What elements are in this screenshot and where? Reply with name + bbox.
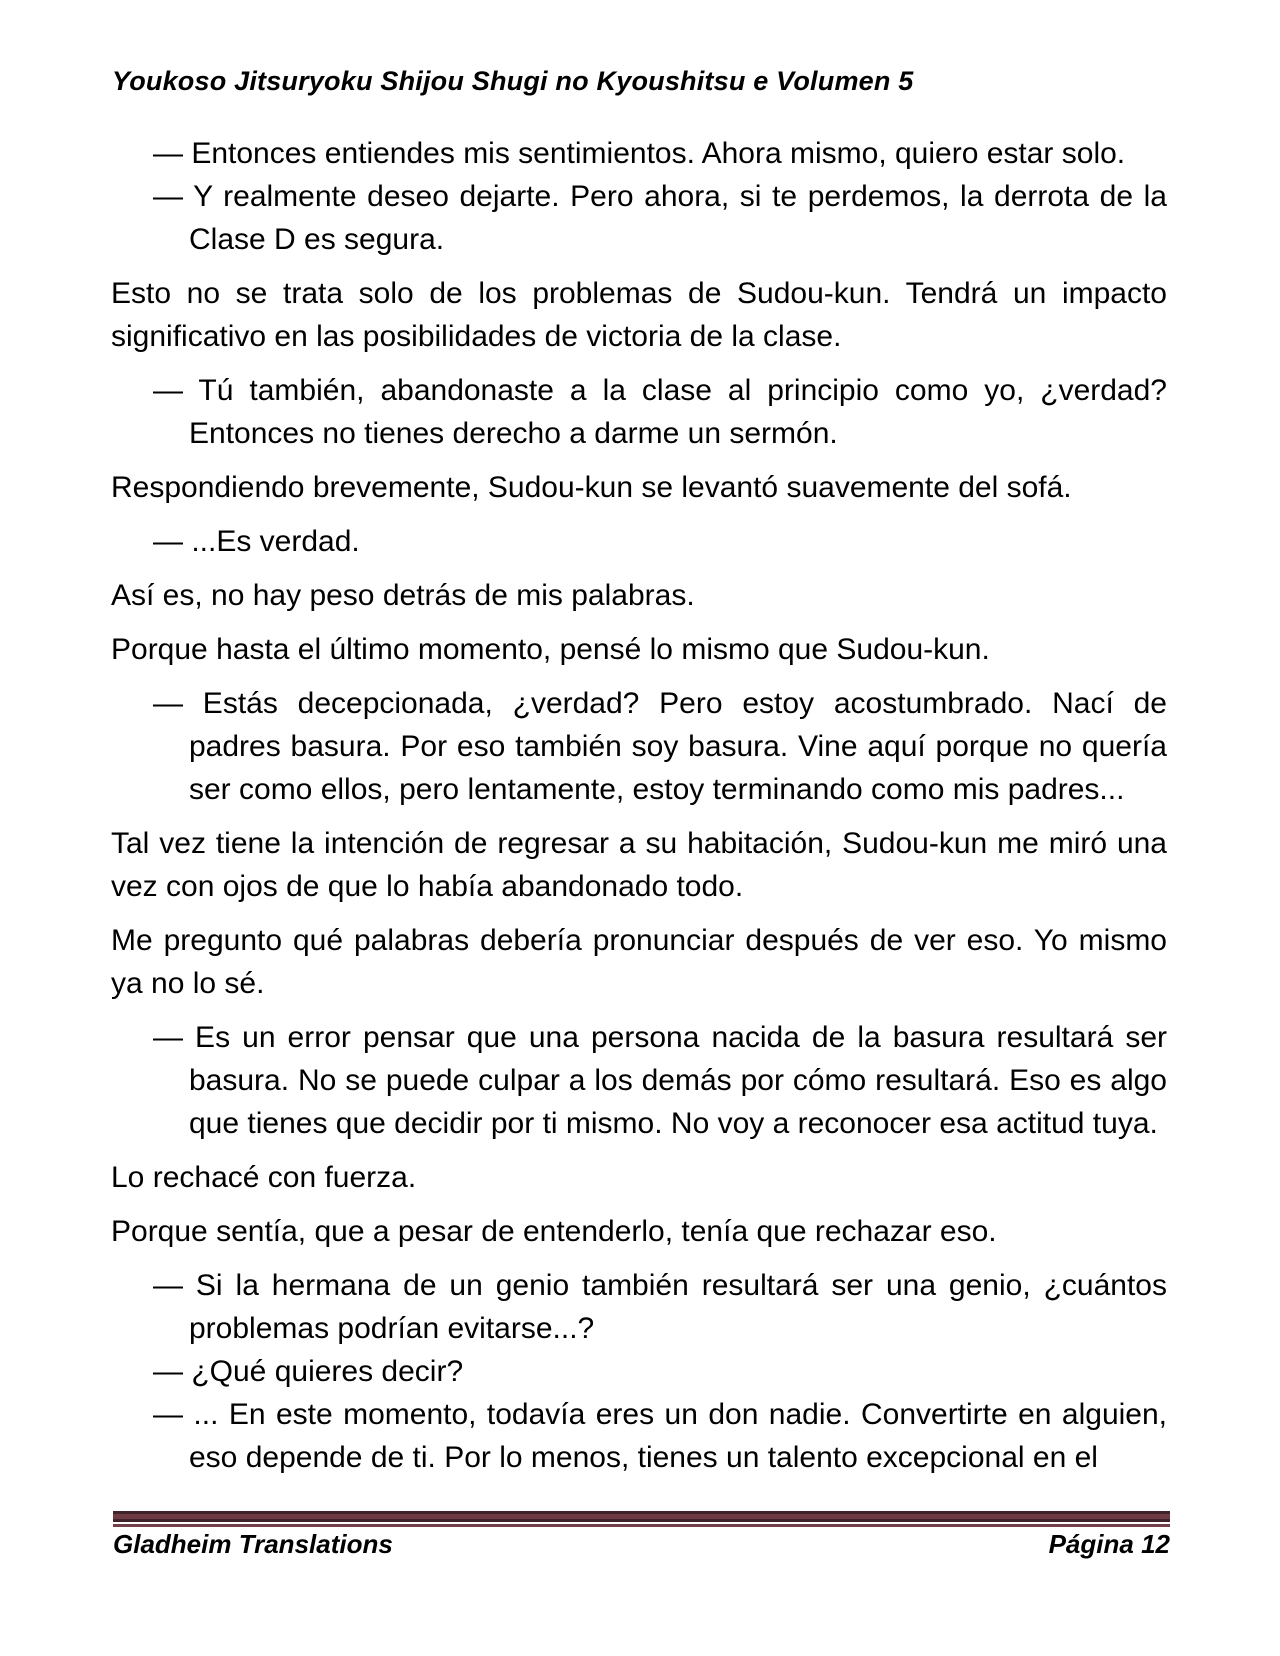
- dialogue-line: — Entonces entiendes mis sentimientos. Ahora mismo, quiero estar solo.: [153, 137, 1126, 170]
- narration-text: Tal vez tiene la intención de regresar a su habitación, Sudou-kun me miró una vez con ojos de que lo había abandonado todo.: [111, 827, 1167, 903]
- dialogue-block: [111, 682, 1167, 811]
- dialogue-line: — Si la hermana de un genio también resultará ser una genio, ¿cuántos problemas podrían evitarse...?: [153, 1269, 1167, 1345]
- narration-text: Me pregunto qué palabras debería pronunciar después de ver eso. Yo mismo ya no lo sé.: [111, 924, 1167, 1000]
- narration-paragraph: [111, 628, 1167, 671]
- dialogue-line: — ¿Qué quieres decir?: [153, 1355, 464, 1388]
- narration-text: Respondiendo brevemente, Sudou-kun se levantó suavemente del sofá.: [111, 471, 1072, 504]
- footer-divider: [113, 1511, 1170, 1527]
- dialogue-line: — ... En este momento, todavía eres un don nadie. Convertirte en alguien, eso depende de ti. Por lo menos, tienes un talento excepcional en el: [153, 1398, 1167, 1474]
- narration-paragraph: [111, 919, 1167, 1005]
- dialogue-block: [111, 369, 1167, 455]
- dialogue-line: — Y realmente deseo dejarte. Pero ahora, si te perdemos, la derrota de la Clase D es segura.: [153, 180, 1167, 256]
- dialogue-block: [111, 520, 1167, 563]
- footer-translator-credit: Gladheim Translations: [113, 1529, 393, 1559]
- dialogue-block: [111, 1264, 1167, 1479]
- narration-paragraph: [111, 822, 1167, 908]
- footer-divider-thin-line: [113, 1524, 1170, 1527]
- dialogue-line: — Estás decepcionada, ¿verdad? Pero estoy acostumbrado. Nací de padres basura. Por eso también soy basura. Vine aquí porque no quería ser como ellos, pero lentamente, estoy terminando como mis padres...: [153, 687, 1167, 806]
- narration-text: Porque sentía, que a pesar de entenderlo, tenía que rechazar eso.: [111, 1215, 997, 1248]
- narration-paragraph: [111, 272, 1167, 358]
- dialogue-block: [111, 132, 1167, 261]
- narration-text: Esto no se trata solo de los problemas de Sudou-kun. Tendrá un impacto significativo en las posibilidades de victoria de la clase.: [111, 277, 1167, 353]
- footer-page-number: Página 12: [1048, 1529, 1170, 1559]
- narration-text: Lo rechacé con fuerza.: [111, 1161, 417, 1194]
- narration-paragraph: [111, 574, 1167, 617]
- page-header-title: Youkoso Jitsuryoku Shijou Shugi no Kyoushitsu e Volumen 5: [112, 66, 914, 96]
- narration-paragraph: [111, 1156, 1167, 1199]
- narration-text: Porque hasta el último momento, pensé lo mismo que Sudou-kun.: [111, 633, 990, 666]
- dialogue-line: — Es un error pensar que una persona nacida de la basura resultará ser basura. No se puede culpar a los demás por cómo resultará. Eso es algo que tienes que decidir por ti mismo. No voy a reconocer esa actitud tuya.: [153, 1021, 1167, 1140]
- dialogue-line: — Tú también, abandonaste a la clase al principio como yo, ¿verdad? Entonces no tienes derecho a darme un sermón.: [153, 374, 1167, 450]
- narration-paragraph: [111, 1210, 1167, 1253]
- dialogue-block: [111, 1016, 1167, 1145]
- narration-paragraph: [111, 466, 1167, 509]
- footer-divider-thick-line: [113, 1511, 1170, 1522]
- dialogue-line: — ...Es verdad.: [153, 525, 360, 558]
- narration-text: Así es, no hay peso detrás de mis palabras.: [111, 579, 695, 612]
- page-footer: [113, 1529, 1170, 1560]
- page-body: [111, 132, 1167, 1490]
